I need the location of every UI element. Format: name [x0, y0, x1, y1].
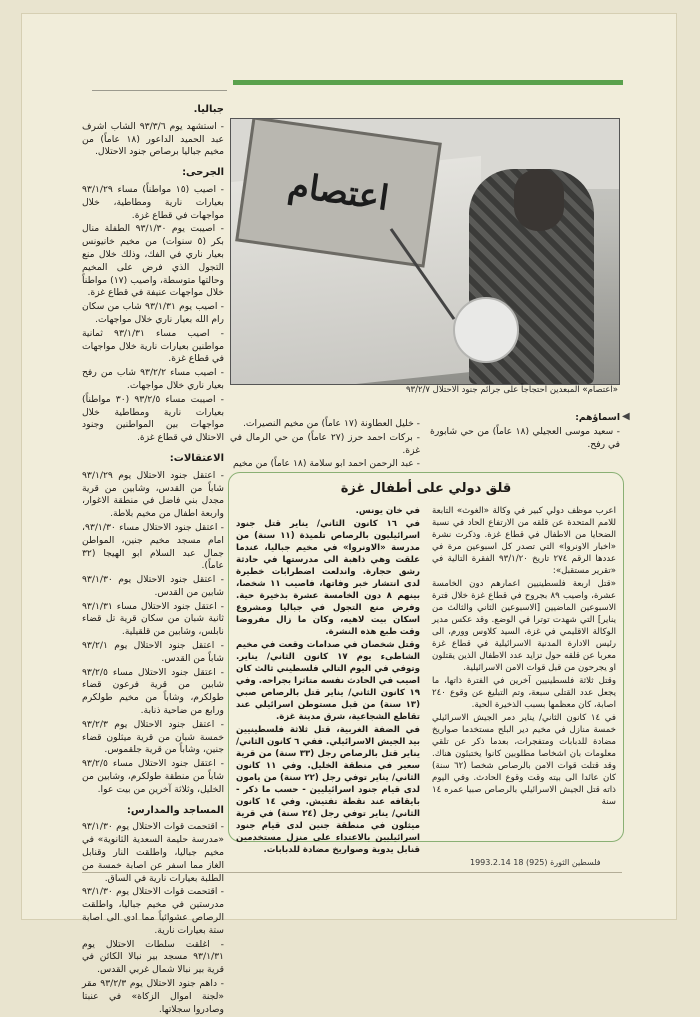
box-paragraph: «قتل اربعة فلسطينيين اعمارهم دون الخامسة عشرة، واصيب ٨٩ بجروح في قطاع غزة خلال فترة الاسبوعين الماضيين [الاسبوعين الثاني والثالث من يناير] التي شهدت توترا في الوضع. وقد عكس مدير الوكالة الاقليمي في غزة، السيد كلاوس وورم، الى رئيس الادارة المدنية الاسرائيلية في قطاع غزة معربا عن قلقه حول تزايد عدد الاطفال الذين يقتلون او يجرحون من قبل قوات الامن الاسرائيلية.: [432, 579, 616, 673]
wounded-item: - اصيب يوم ٩٣/١/٣١ شاب من سكان رام الله بعيار ناري خلال مواجهات.: [82, 301, 224, 325]
sign-text: اعتصام: [285, 165, 392, 219]
box-paragraph: في ١٦ كانون الثاني/ يناير قتل جنود اسرائيليون بالرصاص تلميذة (١١ سنة) من مدرسة «الاونروا» في مخيم جباليا، عندما علقت وهي ذاهبة الى مدرستها في حادثة رشق حجارة. واندلعت اضطرابات خطيرة لدى انتشار خبر وفاتها، فاصيب ١١ شخصا، بينهم ٨ دون الخامسة عشرة بذخيرة حية. وفرض منع التجول في جباليا ومشروع اسكان بيت لاهيه، وكان ما زال مفروضا وقت طبع هذه النشرة.: [236, 519, 420, 637]
wounded-item: - اصيبت مساء ٩٣/٢/٥ (٣٠ مواطناً) بعيارات نارية ومطاطية خلال مواجهات بين المواطنين وجنود الاحتلال في قطاع غزة.: [82, 393, 224, 444]
green-divider: [233, 80, 623, 85]
page-footer: 1993.2.14 فلسطين الثورة (925) 18: [470, 858, 601, 867]
arrest-item: - اعتقل جنود الاحتلال مساء ٩٣/٢/٥ شابين من قرية فرعون قضاء طولكرم، وشاباً من مخيم طولكرم ورابع من ضاحية ذنابة.: [82, 666, 224, 717]
wounded-item: - اصيب مساء ٩٣/٢/٢ شاب من رفح بعيار ناري خلال مواجهات.: [82, 367, 224, 391]
wounded-item: - اصيب (١٥ مواطناً) مساء ٩٣/١/٢٩ بعيارات نارية ومطاطية، خلال مواجهات في قطاع غزة.: [82, 183, 224, 221]
name-item: - خليل العطاونة (١٧ عاماً) من مخيم النصيرات.: [242, 418, 420, 429]
mosque-item: - اغلقت سلطات الاحتلال يوم ٩٣/١/٣١ مسجد بير نبالا الكائن في قرية بير نبالا شمال غربي القدس.: [82, 938, 224, 976]
names-label: اسماؤهم:: [575, 412, 620, 423]
box-paragraph: وقتل شخصان في صدامات وقعت في مخيم الشاطىء يوم ١٧ كانون الثاني/ يناير. وتوفي في اليوم التالي فلسطيني ثالث كان اصيب في الحادث نفسه متاثرا بجراحه. وفي ١٩ كانون الثاني/ يناير قتل بالرصاص صبي (١٣ سنة) من قبل مستوطن اسرائيلي عند تقاطع الشجاعية، شرق مدينة غزة.: [236, 640, 420, 722]
arrest-item: - اعتقل جنود الاحتلال يوم ٩٣/٢/١ شاباً من القدس.: [82, 640, 224, 664]
box-paragraph: في خان يونس.: [355, 506, 420, 516]
wounded-item: - اصيب مساء ٩٣/١/٣١ ثمانية مواطنين بعيارات نارية خلال مواجهات في قطاع غزة.: [82, 327, 224, 365]
arrest-item: - اعتقل جنود الاحتلال مساء ٩٣/١/٣١ ثانية شبان من سكان قرية تل قضاء نابلس، وشابين من قلقيلية.: [82, 600, 224, 638]
mosque-item: - داهم جنود الاحتلال يوم ٩٣/٢/٣ مقر «لجنة اموال الزكاة» في عنبتا وصادروا سجلاتها.: [82, 978, 224, 1015]
mosque-item: - اقتحمت قوات الاحتلال يوم ٩٣/١/٣٠ مدرستين في مخيم جباليا، واطلقت الرصاص عشوائياً مما ادى الى اصابة ستة بعيارات نارية.: [82, 886, 224, 936]
protest-photo: [230, 118, 620, 385]
name-item: - بركات احمد حرز (٢٧ عاماً) من حي الرمال في غزة.: [230, 431, 420, 456]
name-item: - سعيد موسى العجيلي (١٨ عاماً) من حي شابورة في رفح.: [430, 425, 620, 450]
divider-line: [92, 90, 227, 91]
name-item: - عبد الرحمن احمد ابو سلامة (١٨ عاماً) من مخيم: [232, 458, 420, 470]
mosques-title: المساجد والمدارس:: [126, 804, 224, 816]
names-right: [430, 412, 620, 452]
names-left: [230, 418, 420, 472]
photo-caption: «اعتصام» المبعدين احتجاجاً على جرائم جنود الاحتلال ٩٣/٢/٧: [405, 385, 618, 395]
jabalia-section: [82, 96, 224, 1017]
arrest-item: - اعتقل جنود الاحتلال يوم ٩٣/٢/٣ خمسة شبان من قرية ميثلون قضاء جنين، وشاباً من قرية جلقموس.: [82, 718, 224, 756]
jabalia-title: جباليا.: [193, 104, 224, 115]
box-column-right: [432, 505, 616, 809]
protest-sign: [235, 118, 442, 268]
arrests-title: الاعتقالات:: [169, 452, 224, 464]
wounded-item: - اصيبت يوم ٩٣/١/٣٠ الطفلة منال بكر (٥ سنوات) من مخيم خانيونس بعيار ناري في الفك، وذلك خلال منع التجول الذي فرض على المخيم وحالتها متوسطة، واصيب (١٧) مواطناً خلال مواجهات عنيفة في قطاع غزة.: [82, 223, 224, 299]
jabalia-text: - استشهد يوم ٩٣/٣/٦ الشاب اشرف عبد الحميد الداعور (١٨ عاماً) من مخيم جباليا برصاص جنود الاحتلال.: [82, 120, 224, 158]
megaphone-icon: [453, 297, 519, 363]
footer-rule: [82, 872, 622, 873]
arrest-item: - اعتقل جنود الاحتلال يوم ٩٣/١/٢٩ شاباً من القدس، وشابين من قرية مجدل بني فاضل في منطقة الاغوار، واربعة اطفال من مخيم بلاطة.: [82, 469, 224, 520]
arrest-item: - اعتقل جنود الاحتلال مساء ٩٣/٢/٥ شاباً من منطقة طولكرم، وشابين من الخليل، وثلاثة آخرين من بيت عوا.: [82, 758, 224, 795]
wounded-title: الجرحى:: [182, 167, 224, 179]
arrow-marker-icon: ◀: [622, 411, 630, 422]
arrest-item: - اعتقل جنود الاحتلال يوم ٩٣/١/٣٠ شابين من القدس.: [82, 574, 224, 598]
box-paragraph: في ١٤ كانون الثاني/ يناير دمر الجيش الاسرائيلي خمسة منازل في مخيم دير البلح مستخدما صواريخ مضادة للدبابات ومتفجرات، بعدما ذكر عن تلقي معلومات بان اشخاصا مطلوبين كانوا يختبئون هناك. وقد قتلت قوات الامن بالرصاص شخصا (٦٢ سنة) كان عائدا الى بيته وقت وقوع الحادث. وفي اليوم ذاته قتل الجيش الاسرائيلي بالرصاص صبيا عمره ١٤ سنة: [432, 713, 616, 807]
man-head: [514, 169, 564, 231]
box-paragraph: وقتل ثلاثة فلسطينيين آخرين في الفترة ذاتها، ما يجعل عدد القتلى سبعة، وتم التبليغ عن وقوع ٢٤٠ اصابة، كان معظمها بسبب الذخيرة الحية.: [432, 676, 616, 710]
box-title: قلق دولي على أطفال غزة: [340, 481, 512, 496]
arrest-item: - اعتقل جنود الاحتلال مساء ٩٣/١/٣٠، امام مسجد مخيم جنين، المواطن جمال عبد السلام ابو الهيجا (٣٢ عاماً).: [82, 521, 224, 572]
box-column-left: [236, 505, 420, 857]
box-paragraph: في الضفة الغربية، قتل ثلاثة فلسطينيين بيد الجيش الاسرائيلي. ففي ٦ كانون الثاني/ يناير قتل بالرصاص رجل (٣٣ سنة) من قرية سعير في منطقة الخليل. وفي ١١ كانون الثاني/ يناير توفي رجل (٢٢ سنة) من يامون لدى قيام جنود اسرائيليين - حسب ما ذكر - بايقافه عند نقطة تفتيش. وفي ١٤ كانون الثاني/ يناير توفي رجل (٢٤ سنة) في قرية ميثلون في منطقة جنين لدى قيام جنود اسرائيليين بالاعتداء على منزل مستخدمين قنابل يدوية وصواريخ مضادة للدبابات.: [236, 725, 420, 855]
box-paragraph: اعرب موظف دولي كبير في وكالة «الغوث» التابعة للامم المتحدة عن قلقه من الارتفاع الحاد في نسبة الضحايا من الاطفال في قطاع غزة. وذكرت نشرة «اخبار الاونروا» التي تصدر كل اسبوعين مرة في عددها الرقم ٢٧٤ تاريخ ٩٣/١/٢٠ الفقرة التالية في «تقرير مستقبل»:: [432, 506, 616, 576]
mosque-item: - اقتحمت قوات الاحتلال يوم ٩٣/١/٣٠ «مدرسة حليمة السعدية الثانوية» في مخيم جباليا، واطلقت النار وقنابل الغاز مما اسفر عن اصابة خمسة من الطلبة بعيارات نارية في الساق.: [82, 821, 224, 884]
